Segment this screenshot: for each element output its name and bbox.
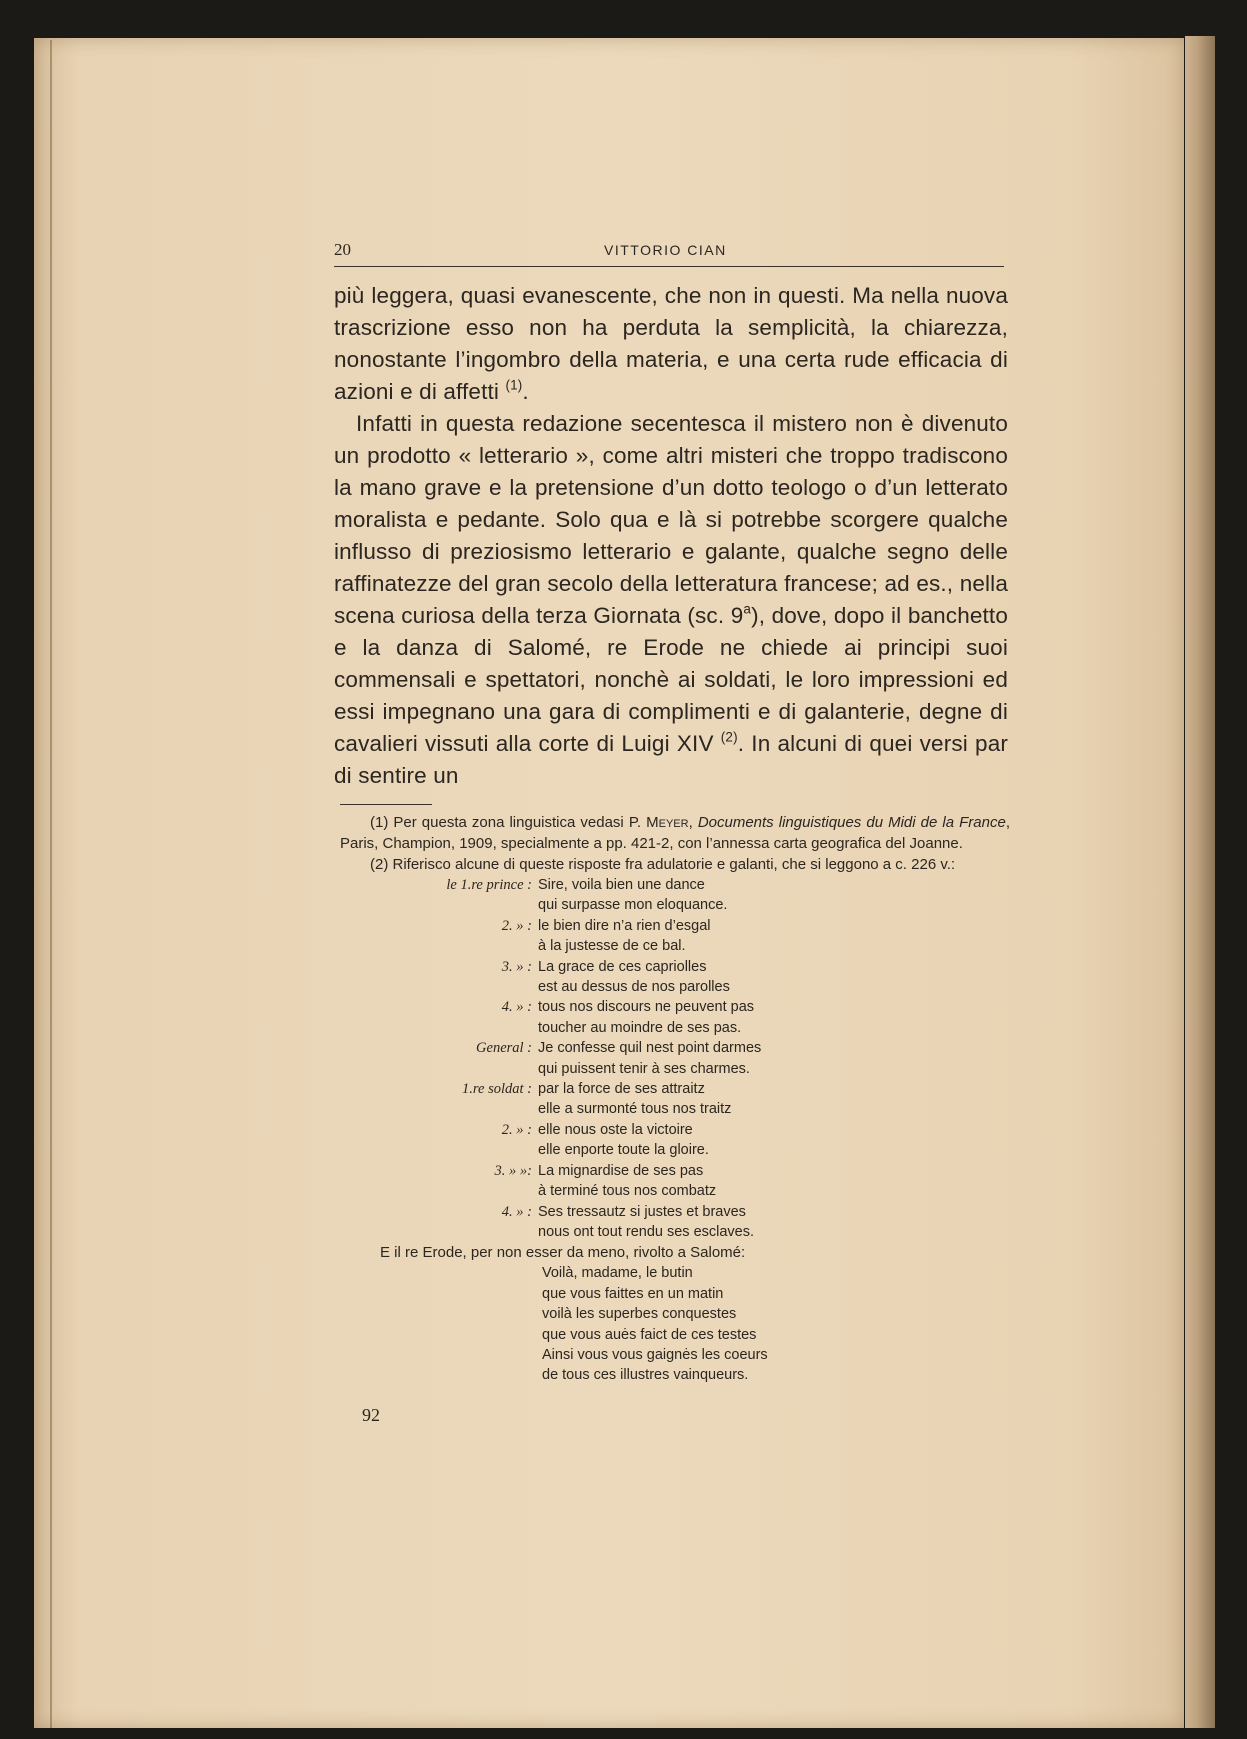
verse-line: que vous auės faict de ces testes [542,1326,757,1343]
verse-speaker [340,1018,538,1038]
herod-verses [340,1263,768,1385]
verse-line: elle enporte toute la gloire. [538,1142,709,1159]
verse-line: Ainsi vous vous gaignės les coeurs [542,1346,768,1363]
footnote-ref-1[interactable]: (1) [505,377,523,393]
verse-line: de tous ces illustres vainqueurs. [542,1367,749,1384]
footnote-2: (2) Riferisco alcune di queste risposte fra adulatorie e galanti, che si leggono a c. 226 v.: [370,856,956,873]
verse-line: voilà les superbes conquestes [542,1306,737,1323]
verse-speaker [340,895,538,915]
verse-row [340,1284,768,1304]
verse-row [340,875,761,895]
verse-row [340,1038,761,1058]
footnote-rule [340,804,432,805]
verse-speaker: 4. » : [501,999,532,1016]
verse-line: le bien dire n’a rien d’esgal [538,917,711,934]
verse-row [340,916,761,936]
verse-speaker [340,936,538,956]
verse-speaker [340,977,538,997]
verse-row [340,1325,768,1345]
footnote-1: (1) Per questa zona linguistica vedasi P. Meyer, Documents linguistiques du Midi de la France, Paris, Champion, 1909, specialmente a pp. 421-2, con l’annessa carta geografica del Joanne. [340,814,1010,852]
verse-line: elle nous oste la victoire [538,1121,693,1138]
verse-row [340,1304,768,1324]
page-number: 20 [334,240,351,259]
verse-line: Je confesse quil nest point darmes [538,1040,762,1057]
verse-speaker: 4. » : [501,1203,532,1220]
verse-speaker: General : [476,1040,532,1057]
verse-speaker [340,1222,538,1242]
verse-line: La mignardise de ses pas [538,1162,704,1179]
page-header [334,240,1004,267]
verse-line: que vous faittes en un matin [542,1285,724,1302]
verse-speaker: le 1.re prince : [446,877,532,893]
main-text [334,280,1008,792]
verse-speaker: 3. » : [501,958,532,975]
verse-line: à terminé tous nos combatz [538,1183,717,1200]
verse-line: à la justesse de ce bal. [538,938,686,955]
verse-speaker [340,1140,538,1160]
verse-row [340,977,761,997]
verse-speaker: 2. » : [501,917,532,934]
dialogue-verses [340,875,761,1242]
verse-row [340,1181,761,1201]
verse-line: Ses tressautz si justes et braves [538,1203,746,1220]
verse-line: Sire, voila bien une dance [538,877,705,893]
verse-row [340,1222,761,1242]
verse-speaker [340,1059,538,1079]
verse-row [340,957,761,977]
verse-speaker [340,1181,538,1201]
running-title: VITTORIO CIAN [604,242,727,258]
verse-speaker [340,1099,538,1119]
verse-row [340,1079,761,1099]
verse-row [340,1263,768,1283]
verse-line: est au dessus de nos parolles [538,979,730,996]
verse-line: Voilà, madame, le butin [542,1265,693,1282]
verse-line: tous nos discours ne peuvent pas [538,999,755,1016]
verse-row [340,1099,761,1119]
footnote-2-intro: E il re Erode, per non esser da meno, rivolto a Salomé: [380,1244,746,1262]
verse-speaker: 2. » : [501,1121,532,1138]
verse-row [340,1018,761,1038]
paragraph-2: Infatti in questa redazione secentesca il mistero non è divenuto un prodotto « letterario », come altri misteri che troppo tradiscono la mano grave e la pretensione d’un dotto teologo o d’un letterato moralista e pedante. Solo qua e là si potrebbe scorgere qualche influsso di preziosismo letterario e galante, qualche segno delle raffinatezze del gran secolo della letteratura francese; ad es., nella scena curiosa della terza Giornata (sc. 9$^a$), dove, dopo il banchetto e la danza di Salomé, re Erode ne chiede ai principi suoi commensali e spettatori, nonchè ai soldati, le loro impressioni ed essi impegnano una gara di complimenti e di galanterie, degne di cavalieri vissuti alla corte di Luigi XIV $^{(2)}$. In alcuni di quei versi par di sentire un [334,411,1009,788]
verse-line: elle a surmonté tous nos traitz [538,1101,732,1118]
verse-line: qui surpasse mon eloquance. [538,897,728,914]
footnote-ref-2[interactable]: (2) [720,729,738,745]
verse-line: nous ont tout rendu ses esclaves. [538,1223,755,1240]
verse-line: par la force de ses attraitz [538,1081,705,1098]
verse-row [340,1202,761,1222]
verse-row [340,1345,768,1365]
verse-row [340,1365,768,1385]
page-edge-line [50,40,52,1728]
verse-row [340,1161,761,1181]
footnotes [340,812,1010,1386]
verse-speaker: 1.re soldat : [462,1081,532,1098]
verse-line: La grace de ces capriolles [538,958,707,975]
verse-row [340,895,761,915]
verse-row [340,997,761,1017]
verse-line: qui puissent tenir à ses charmes. [538,1060,750,1077]
verse-row [340,1059,761,1079]
signature-number: 92 [362,1405,380,1425]
verse-row [340,1140,761,1160]
verse-row [340,936,761,956]
paragraph-1: più leggera, quasi evanescente, che non in questi. Ma nella nuova trascrizione esso non ha perduta la semplicità, la chiarezza, nonostante l’ingombro della materia, e una certa rude efficacia di azioni e di affetti $^{(1)}$. [334,283,1008,404]
verse-speaker: 3. » »: [494,1162,532,1179]
next-page-edge [1185,36,1215,1728]
verse-line: toucher au moindre de ses pas. [538,1019,742,1036]
verse-row [340,1120,761,1140]
